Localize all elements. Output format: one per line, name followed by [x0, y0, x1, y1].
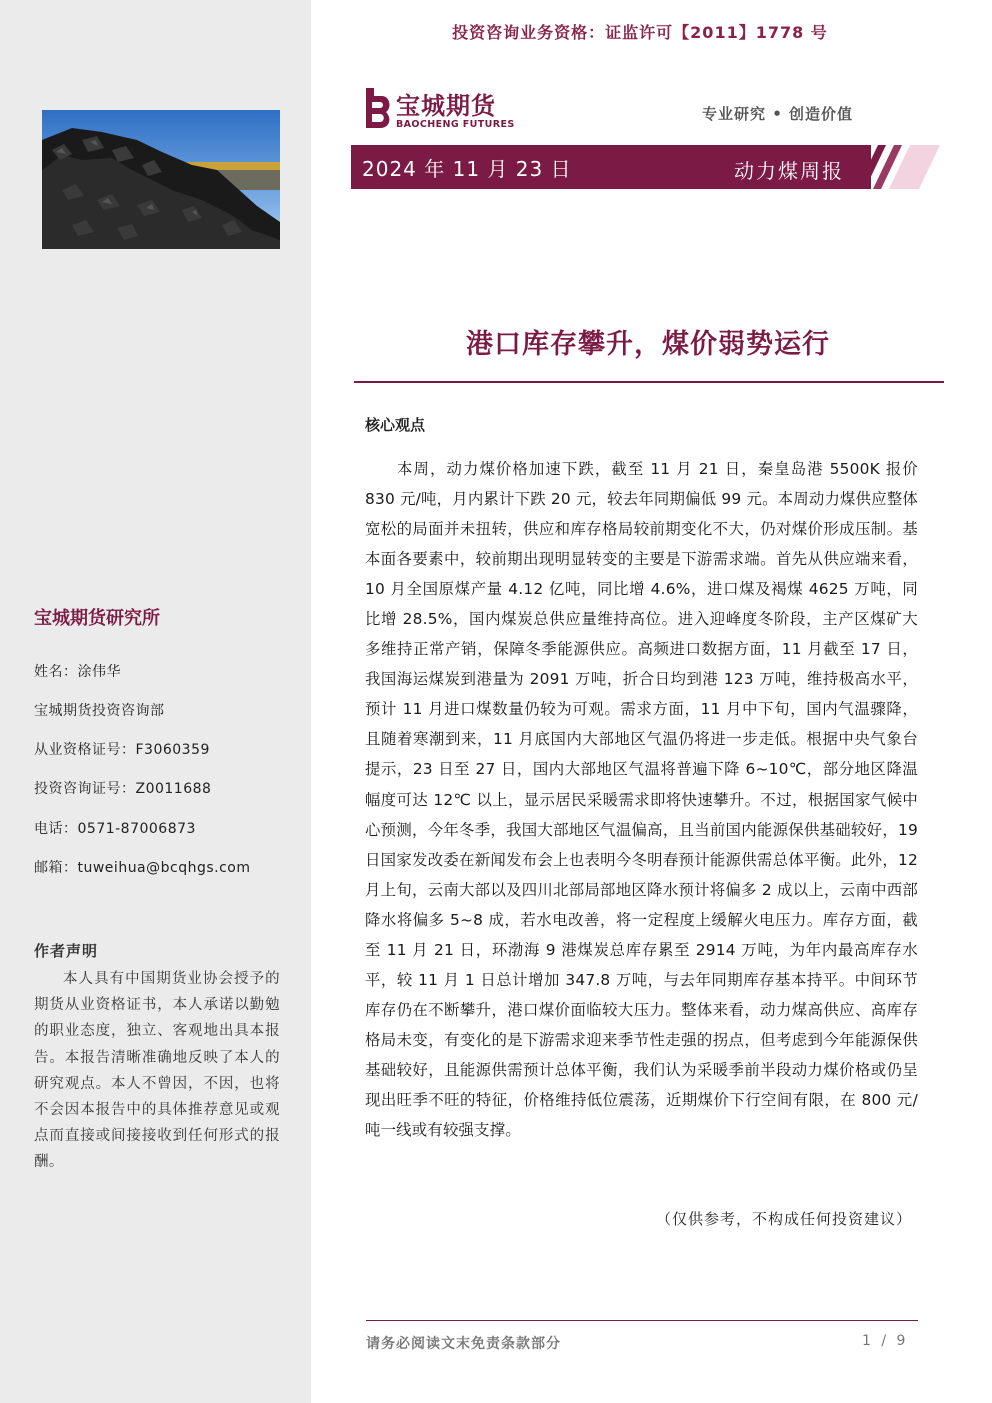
declaration-title: 作者声明: [34, 942, 99, 960]
headline: 港口库存攀升，煤价弱势运行: [466, 329, 830, 360]
consulting-number: 投资咨询证号：Z0011688: [34, 781, 212, 797]
report-date: 2024 年 11 月 23 日: [362, 157, 572, 181]
logo-chinese-name: 宝城期货: [396, 92, 496, 120]
headline-rule: [354, 381, 944, 383]
phone-number: 电话：0571-87006873: [34, 821, 196, 837]
author-department: 宝城期货投资咨询部: [34, 703, 165, 719]
footer-rule: [366, 1320, 918, 1321]
investment-disclaimer-note: （仅供参考，不构成任何投资建议）: [655, 1210, 912, 1228]
coal-cover-image: [42, 110, 280, 249]
declaration-text: 本人具有中国期货业协会授予的期货从业资格证书，本人承诺以勤勉的职业态度，独立、客观地出具本报告。本报告清晰准确地反映了本人的研究观点。本人不曾因，不因，也将不会因本报告中的具体推荐意见或观点而直接或间接接收到任何形式的报酬。: [34, 971, 280, 1171]
page-number: 1 / 9: [862, 1333, 909, 1349]
institute-name: 宝城期货研究所: [34, 608, 160, 629]
slogan: 专业研究 • 创造价值: [702, 105, 854, 123]
license-line: 投资咨询业务资格：证监许可【2011】1778 号: [452, 23, 828, 42]
qualification-number: 从业资格证号：F3060359: [34, 742, 210, 758]
banner-stripes: [850, 145, 942, 193]
core-view-body: 本周，动力煤价格加速下跌，截至 11 月 21 日，秦皇岛港 5500K 报价 830 元/吨，月内累计下跌 20 元，较去年同期偏低 99 元。本周动力煤供应整体宽松的局面并未扭转，供应和库存格局较前期变化不大，仍对煤价形成压制。基本面各要素中，较前期出现明显转变的主要是下游需求端。首先从供应端来看，10 月全国原煤产量 4.12 亿吨，同比增 4.6%，进口煤及褐煤 4625 万吨，同比增 28.5%，国内煤炭总供应量维持高位。进入迎峰度冬阶段，主产区煤矿大多维持正常产销，保障冬季能源供应。高频进口数据方面，11 月截至 17 日，我国海运煤炭到港量为 2091 万吨，折合日均到港 123 万吨，维持极高水平，预计 11 月进口煤数量仍较为可观。需求方面，11 月中下旬，国内气温骤降，且随着寒潮到来，11 月底国内大部地区气温仍将进一步走低。根据中央气象台提示，23 日至 27 日，国内大部地区气温将普遍下降 6~10℃，部分地区降温幅度可达 12℃ 以上，显示居民采暖需求即将快速攀升。不过，根据国家气候中心预测，今年冬季，我国大部地区气温偏高，且当前国内能源保供基础较好，19 日国家发改委在新闻发布会上也表明今冬明春预计能源供需总体平衡。此外，12 月上旬，云南大部以及四川北部局部地区降水预计将偏多 2 成以上，云南中西部降水将偏多 5~8 成，若水电改善，将一定程度上缓解火电压力。库存方面，截至 11 月 21 日，环渤海 9 港煤炭总库存累至 2914 万吨，为年内最高库存水平，较 11 月 1 日总计增加 347.8 万吨，与去年同期库存基本持平。中间环节库存仍在不断攀升，港口煤价面临较大压力。整体来看，动力煤高供应、高库存格局未变，有变化的是下游需求迎来季节性走强的拐点，但考虑到今年能源保供基础较好，且能源供需预计总体平衡，我们认为采暖季前半段动力煤价格或仍呈现出旺季不旺的特征，价格维持低位震荡，近期煤价下行空间有限，在 800 元/吨一线或有较强支撑。: [365, 460, 918, 1140]
core-view-title: 核心观点: [365, 416, 426, 434]
email-address: 邮箱：tuweihua@bcqhgs.com: [34, 860, 251, 876]
footer-disclaimer: 请务必阅读文末免责条款部分: [366, 1336, 561, 1352]
company-logo-icon: [360, 84, 394, 136]
logo-english-name: BAOCHENG FUTURES: [396, 119, 515, 130]
author-name: 姓名：涂伟华: [34, 664, 121, 680]
report-type: 动力煤周报: [734, 159, 844, 183]
